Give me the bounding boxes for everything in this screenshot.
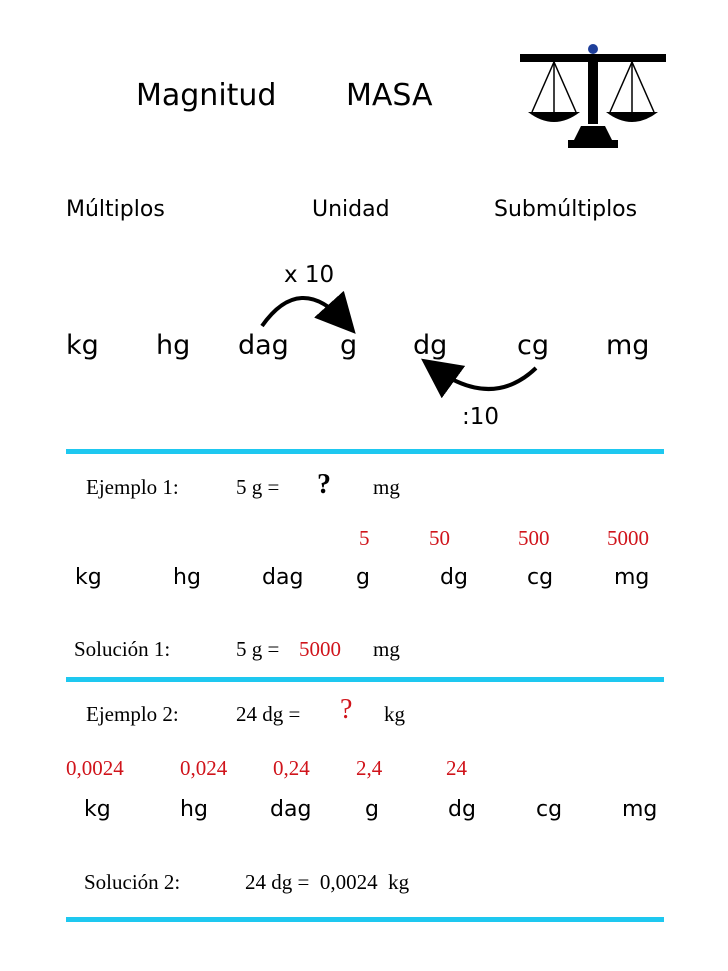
divide-arrow (434, 368, 536, 389)
example2-unit-g: g (365, 797, 379, 822)
example1-equation: 5 g = (236, 475, 280, 499)
solution2-equation: 24 dg = 0,0024 kg (245, 870, 410, 894)
example2-target-unit: kg (384, 702, 405, 726)
divider-3 (66, 917, 664, 922)
unit-dg: dg (413, 330, 448, 361)
multiply-label: x 10 (284, 262, 335, 288)
solution1-equation: 5 g = (236, 637, 280, 661)
title-masa: MASA (346, 78, 433, 113)
example1-unit-kg: kg (75, 565, 102, 590)
unit-heading: Unidad (312, 197, 390, 222)
divider-1 (66, 449, 664, 454)
divider-2 (66, 677, 664, 682)
example1-unit-cg: cg (527, 565, 554, 590)
example1-label: Ejemplo 1: (86, 475, 179, 499)
unit-hg: hg (156, 330, 191, 361)
unit-mg: mg (606, 330, 650, 361)
example2-unit-hg: hg (180, 797, 208, 822)
solution1-value: 5000 (299, 637, 341, 661)
submultiples-heading: Submúltiplos (494, 197, 638, 222)
example1-unit-g: g (356, 565, 370, 590)
example1-unit-mg: mg (614, 565, 650, 590)
example1-value-g: 5 (359, 526, 370, 550)
example2-equation: 24 dg = (236, 702, 301, 726)
example1-unit-dg: dg (440, 565, 468, 590)
example2-unit-mg: mg (622, 797, 658, 822)
example1-value-mg: 5000 (607, 526, 649, 550)
divide-label: :10 (462, 404, 500, 430)
multiply-arrow (262, 298, 345, 326)
example1-unknown: ? (317, 469, 331, 500)
example2-unit-kg: kg (84, 797, 111, 822)
unit-dag: dag (238, 330, 289, 361)
solution2-label: Solución 2: (84, 870, 181, 894)
example2-unknown: ? (340, 694, 353, 725)
example2-unit-dg: dg (448, 797, 476, 822)
example2-label: Ejemplo 2: (86, 702, 179, 726)
unit-cg: cg (517, 330, 549, 361)
example1-unit-hg: hg (173, 565, 201, 590)
example1-value-cg: 500 (518, 526, 550, 550)
solution1-unit: mg (373, 637, 400, 661)
example2-value-hg: 0,024 (180, 756, 228, 780)
solution1-label: Solución 1: (74, 637, 171, 661)
example2-unit-dag: dag (270, 797, 312, 822)
example2-unit-cg: cg (536, 797, 563, 822)
example1-target-unit: mg (373, 475, 400, 499)
example2-value-kg: 0,0024 (66, 756, 124, 780)
example2-value-dg: 24 (446, 756, 467, 780)
example1-value-dg: 50 (429, 526, 450, 550)
multiples-heading: Múltiplos (66, 197, 165, 222)
unit-kg: kg (66, 330, 99, 361)
example2-value-g: 2,4 (356, 756, 383, 780)
title-magnitud: Magnitud (136, 78, 277, 113)
unit-g: g (340, 330, 358, 361)
example1-unit-dag: dag (262, 565, 304, 590)
example2-value-dag: 0,24 (273, 756, 310, 780)
